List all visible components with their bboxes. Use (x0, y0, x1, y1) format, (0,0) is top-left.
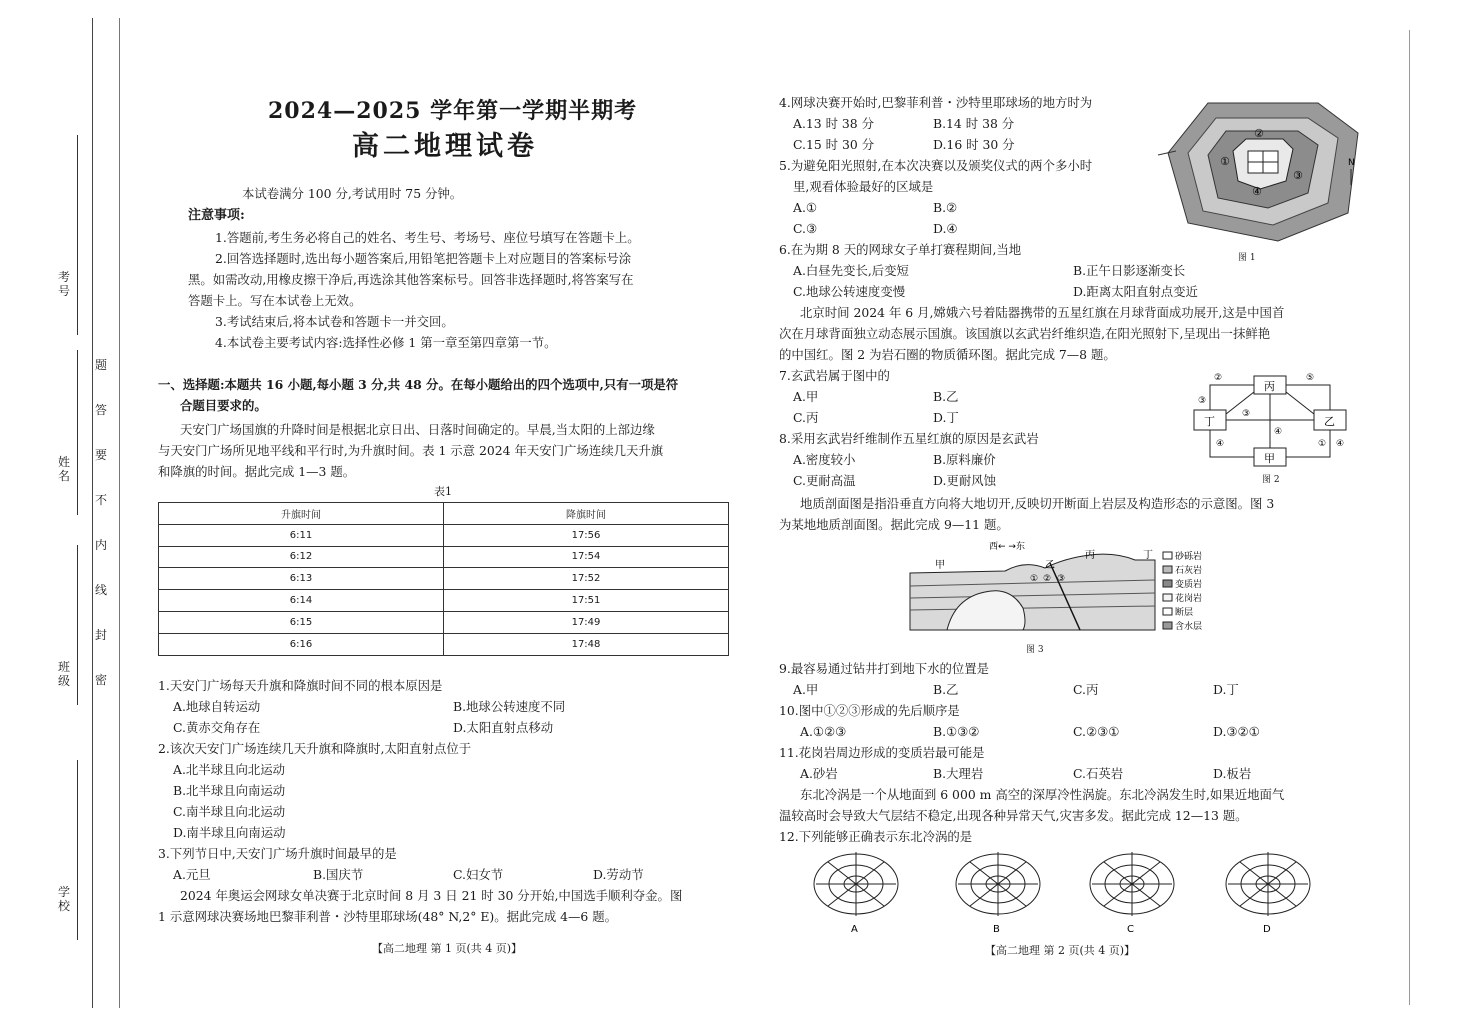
q8-option-d[interactable]: D.更耐风蚀 (933, 473, 996, 488)
q8-stem: 8.采用玄武岩纤维制作五星红旗的原因是玄武岩 (779, 431, 1039, 446)
q4-option-d[interactable]: D.16 时 30 分 (933, 137, 1015, 152)
q11-option-d[interactable]: D.板岩 (1213, 766, 1252, 781)
q10-option-c[interactable]: C.②③① (1073, 724, 1120, 739)
q2-option-b[interactable]: B.北半球且向南运动 (173, 783, 286, 798)
q1-option-d[interactable]: D.太阳直射点移动 (453, 720, 554, 735)
q1-option-c[interactable]: C.黄赤交角存在 (173, 720, 261, 735)
label-class: 班级 (58, 660, 71, 688)
table-header: 升旗时间 (159, 503, 444, 525)
q5-option-a[interactable]: A.① (793, 200, 817, 215)
label-school: 学校 (58, 885, 71, 913)
q7-option-a[interactable]: A.甲 (793, 389, 819, 404)
vortex-option-d (1226, 852, 1310, 934)
exam-title-line1: 2024—2025 学年第一学期半期考 (268, 98, 638, 124)
fig2-label: ① (1318, 439, 1327, 449)
notice-line: 2.回答选择题时,选出每小题答案后,用铅笔把答题卡上对应题目的答案标号涂 (215, 251, 632, 266)
name-field[interactable] (77, 350, 78, 515)
q4-option-b[interactable]: B.14 时 38 分 (933, 116, 1015, 131)
q1-stem: 1.天安门广场每天升旗和降旗时间不同的根本原因是 (158, 678, 443, 693)
passage-3: 的中国红。图 2 为岩石圈的物质循环图。据此完成 7—8 题。 (779, 347, 1116, 362)
q5-stem: 里,观看体验最好的区域是 (793, 179, 934, 194)
notice-heading: 注意事项: (188, 208, 245, 223)
fig2-box-ding: 丁 (1204, 415, 1215, 428)
q1-option-b[interactable]: B.地球公转速度不同 (453, 699, 566, 714)
q4-option-c[interactable]: C.15 时 30 分 (793, 137, 875, 152)
q12-option-label: A (851, 924, 858, 934)
passage-1: 和降旗的时间。据此完成 1—3 题。 (158, 464, 356, 479)
q12-option-label: B (993, 924, 1000, 934)
q1-option-a[interactable]: A.地球自转运动 (173, 699, 261, 714)
passage-3: 北京时间 2024 年 6 月,嫦娥六号着陆器携带的五星红旗在月球背面成功展开,这是中国首 (800, 305, 1285, 320)
q10-option-a[interactable]: A.①②③ (800, 724, 847, 739)
binding-margin-line (92, 18, 93, 1008)
q11-option-a[interactable]: A.砂岩 (800, 766, 838, 781)
figure-1-caption: 图 1 (1238, 253, 1256, 263)
passage-4: 为某地地质剖面图。据此完成 9—11 题。 (779, 517, 1009, 532)
fig2-box-bing: 丙 (1264, 380, 1275, 393)
q3-option-d[interactable]: D.劳动节 (593, 867, 644, 882)
fig2-label: ④ (1216, 439, 1225, 449)
section-heading: 一、选择题:本题共 16 小题,每小题 3 分,共 48 分。在每小题给出的四个选项中,只有一项是符 (158, 377, 679, 392)
seal-char: 答 (95, 403, 108, 417)
fig2-box-yi: 乙 (1324, 415, 1335, 428)
q2-stem: 2.该次天安门广场连续几天升旗和降旗时,太阳直射点位于 (158, 741, 472, 756)
q3-option-a[interactable]: A.元旦 (173, 867, 211, 882)
page-footer-2: 【高二地理 第 2 页(共 4 页)】 (985, 944, 1136, 957)
q11-option-b[interactable]: B.大理岩 (933, 766, 984, 781)
figure-3-caption: 图 3 (1026, 645, 1044, 655)
fig3-legend: 断层 (1175, 608, 1194, 618)
table-row: 6:12 17:54 (159, 546, 729, 568)
fig1-mark: ④ (1252, 185, 1262, 198)
q6-option-d[interactable]: D.距离太阳直射点变近 (1073, 284, 1198, 299)
seal-char: 不 (95, 493, 108, 507)
q6-option-c[interactable]: C.地球公转速度变慢 (793, 284, 906, 299)
q2-option-c[interactable]: C.南半球且向北运动 (173, 804, 286, 819)
seal-char: 题 (95, 358, 108, 372)
q5-option-c[interactable]: C.③ (793, 221, 818, 236)
school-field[interactable] (77, 760, 78, 940)
q9-option-c[interactable]: C.丙 (1073, 682, 1099, 697)
q9-option-b[interactable]: B.乙 (933, 682, 959, 697)
label-name: 姓名 (58, 455, 71, 483)
page-footer-1: 【高二地理 第 1 页(共 4 页)】 (372, 942, 523, 955)
section-heading: 合题目要求的。 (180, 398, 267, 413)
exam-title-line2: 高二地理试卷 (352, 131, 538, 162)
kaohao-field[interactable] (77, 135, 78, 335)
q2-option-d[interactable]: D.南半球且向南运动 (173, 825, 286, 840)
fig2-label: ⑤ (1306, 373, 1315, 383)
q12-option-label: C (1127, 924, 1134, 934)
page-left-border (119, 18, 120, 1008)
passage-1: 天安门广场国旗的升降时间是根据北京日出、日落时间确定的。早晨,当太阳的上部边缘 (180, 422, 655, 437)
q8-option-b[interactable]: B.原料廉价 (933, 452, 996, 467)
fig3-site: 甲 (935, 560, 945, 571)
fig3-site: 丁 (1143, 550, 1153, 561)
table-row: 6:13 17:52 (159, 568, 729, 590)
q8-option-c[interactable]: C.更耐高温 (793, 473, 856, 488)
fig3-legend: 变质岩 (1175, 580, 1203, 590)
exam-subtitle: 本试卷满分 100 分,考试用时 75 分钟。 (242, 186, 463, 201)
q11-option-c[interactable]: C.石英岩 (1073, 766, 1124, 781)
q5-option-b[interactable]: B.② (933, 200, 958, 215)
q11-stem: 11.花岗岩周边形成的变质岩最可能是 (779, 745, 985, 760)
flag-time-table (158, 502, 729, 656)
q7-option-b[interactable]: B.乙 (933, 389, 959, 404)
fig2-box-jia: 甲 (1264, 452, 1275, 465)
fig3-mark: ② (1043, 574, 1052, 584)
seal-char: 要 (95, 448, 108, 462)
fig3-direction: 西← →东 (989, 542, 1025, 552)
q2-option-a[interactable]: A.北半球且向北运动 (173, 762, 286, 777)
fig3-legend: 砂砾岩 (1175, 552, 1203, 562)
passage-3: 次在月球背面独立动态展示国旗。该国旗以玄武岩纤维织造,在阳光照射下,呈现出一抹鲜艳 (779, 326, 1271, 341)
page-right-border (1409, 30, 1410, 1005)
passage-2: 2024 年奥运会网球女单决赛于北京时间 8 月 3 日 21 时 30 分开始,中国选手顺利夺金。图 (180, 888, 683, 903)
figure-2-rock-cycle (1190, 368, 1355, 473)
table-row: 6:15 17:49 (159, 611, 729, 633)
figure-3-geologic-section (905, 538, 1225, 643)
q12-vortex-diagrams (810, 848, 1320, 934)
table-caption: 表1 (434, 485, 452, 498)
fig3-legend: 花岗岩 (1175, 594, 1203, 604)
q7-option-d[interactable]: D.丁 (933, 410, 959, 425)
notice-line: 1.答题前,考生务必将自己的姓名、考生号、考场号、座位号填写在答题卡上。 (215, 230, 640, 245)
q7-option-c[interactable]: C.丙 (793, 410, 819, 425)
q12-option-label: D (1263, 924, 1271, 934)
q4-option-a[interactable]: A.13 时 38 分 (793, 116, 875, 131)
vortex-option-c (1090, 852, 1174, 934)
fig2-label: ④ (1336, 439, 1345, 449)
class-field[interactable] (77, 545, 78, 705)
fig2-label: ② (1214, 373, 1223, 383)
fig2-label: ③ (1242, 409, 1251, 419)
seal-char: 内 (95, 538, 108, 552)
q3-option-c[interactable]: C.妇女节 (453, 867, 504, 882)
passage-2: 1 示意网球决赛场地巴黎菲利普・沙特里耶球场(48° N,2° E)。据此完成 4—6 题。 (158, 909, 618, 924)
q5-stem: 5.为避免阳光照射,在本次决赛以及颁奖仪式的两个多小时 (779, 158, 1093, 173)
fig2-label: ④ (1274, 427, 1283, 437)
q6-stem: 6.在为期 8 天的网球女子单打赛程期间,当地 (779, 242, 1022, 257)
fig3-site: 乙 (1045, 560, 1055, 571)
passage-5: 东北冷涡是一个从地面到 6 000 m 高空的深厚冷性涡旋。东北冷涡发生时,如果近地面气 (800, 787, 1285, 802)
notice-line: 3.考试结束后,将本试卷和答题卡一并交回。 (215, 314, 454, 329)
fig3-mark: ① (1030, 574, 1039, 584)
fig1-mark: ③ (1293, 169, 1303, 182)
notice-line: 4.本试卷主要考试内容:选择性必修 1 第一章至第四章第一节。 (215, 335, 557, 350)
fig1-mark: ② (1254, 127, 1264, 140)
seal-char: 密 (95, 673, 108, 687)
passage-5: 温较高时会导致大气层结不稳定,出现各种异常天气,灾害多发。据此完成 12—13 题。 (779, 808, 1248, 823)
fig3-mark: ③ (1057, 574, 1066, 584)
q10-stem: 10.图中①②③形成的先后顺序是 (779, 703, 960, 718)
q9-option-d[interactable]: D.丁 (1213, 682, 1239, 697)
figure-2-caption: 图 2 (1262, 475, 1280, 485)
figure-1-stadium (1148, 93, 1368, 253)
fig3-legend: 石灰岩 (1175, 566, 1203, 576)
q9-stem: 9.最容易通过钻井打到地下水的位置是 (779, 661, 990, 676)
table-row: 6:14 17:51 (159, 590, 729, 612)
q7-stem: 7.玄武岩属于图中的 (779, 368, 890, 383)
notice-line: 黑。如需改动,用橡皮擦干净后,再选涂其他答案标号。回答非选择题时,将答案写在 (188, 272, 634, 287)
q3-stem: 3.下列节日中,天安门广场升旗时间最早的是 (158, 846, 397, 861)
seal-char: 线 (95, 583, 108, 597)
table-header: 降旗时间 (444, 503, 729, 525)
q12-stem: 12.下列能够正确表示东北冷涡的是 (779, 829, 973, 844)
q8-option-a[interactable]: A.密度较小 (793, 452, 856, 467)
passage-4: 地质剖面图是指沿垂直方向将大地切开,反映切开断面上岩层及构造形态的示意图。图 3 (800, 496, 1275, 511)
fig1-mark: ① (1220, 155, 1230, 168)
vortex-option-a (814, 852, 898, 934)
table-row: 6:11 17:56 (159, 524, 729, 546)
label-kaohao: 考号 (58, 270, 71, 298)
q5-option-d[interactable]: D.④ (933, 221, 958, 236)
q10-option-b[interactable]: B.①③② (933, 724, 980, 739)
seal-char: 封 (95, 628, 108, 642)
passage-1: 与天安门广场所见地平线和平行时,为升旗时间。表 1 示意 2024 年天安门广场连续几天升旗 (158, 443, 664, 458)
q10-option-d[interactable]: D.③②① (1213, 724, 1260, 739)
q9-option-a[interactable]: A.甲 (793, 682, 819, 697)
vortex-option-b (956, 852, 1040, 934)
table-row: 6:16 17:48 (159, 633, 729, 655)
notice-line: 答题卡上。写在本试卷上无效。 (188, 293, 362, 308)
fig2-label: ③ (1198, 396, 1207, 406)
fig3-legend: 含水层 (1175, 622, 1203, 632)
q6-option-a[interactable]: A.白昼先变长,后变短 (793, 263, 909, 278)
fig1-north: N (1348, 158, 1355, 168)
q3-option-b[interactable]: B.国庆节 (313, 867, 364, 882)
fig3-site: 丙 (1085, 550, 1095, 561)
q4-stem: 4.网球决赛开始时,巴黎菲利普・沙特里耶球场的地方时为 (779, 95, 1093, 110)
q6-option-b[interactable]: B.正午日影逐渐变长 (1073, 263, 1186, 278)
